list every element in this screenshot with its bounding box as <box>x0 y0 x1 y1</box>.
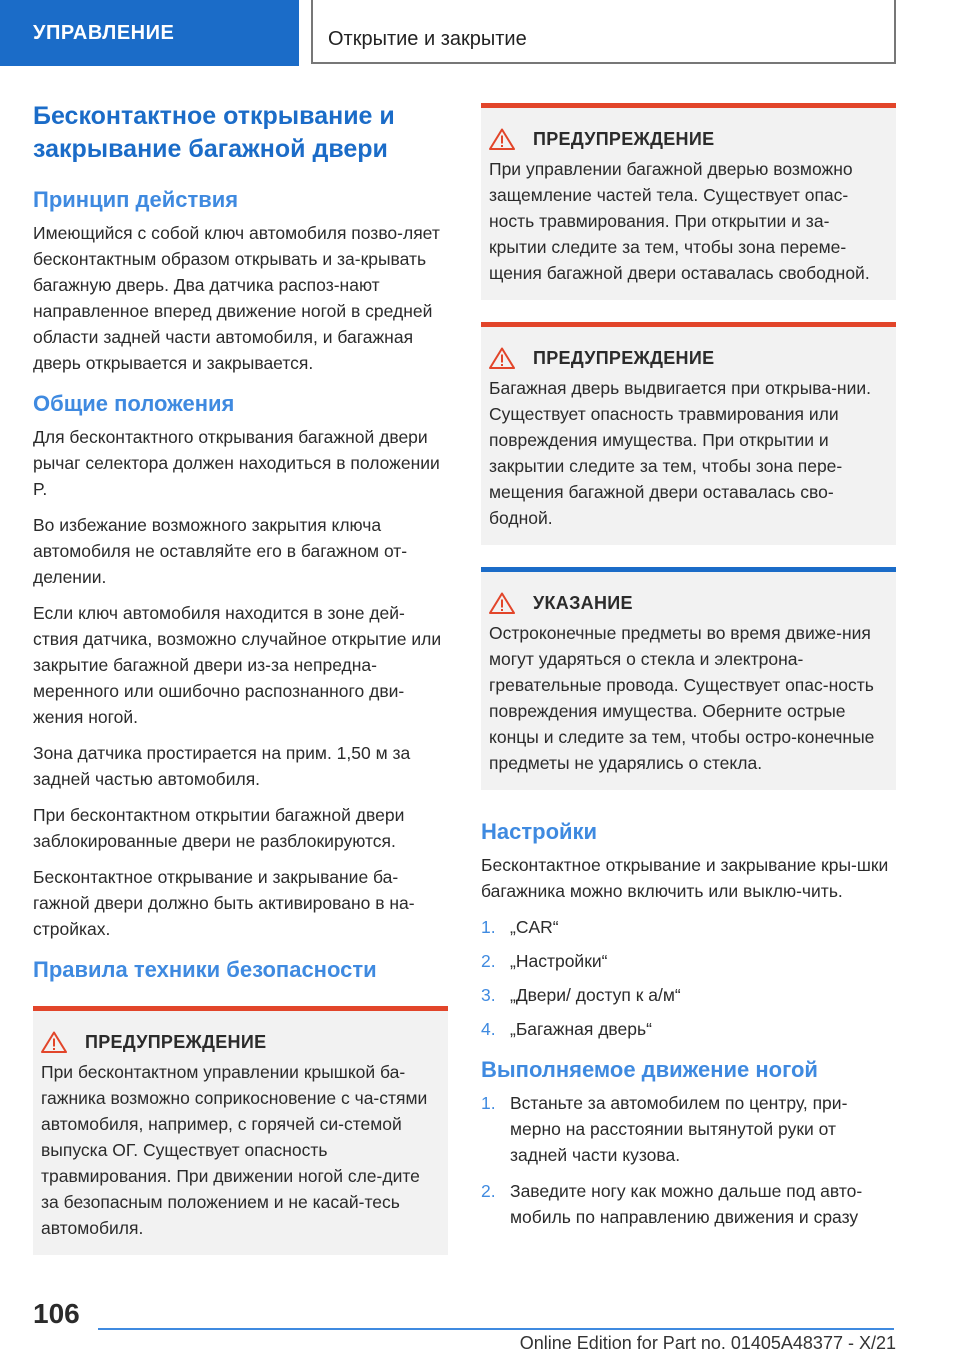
principle-text: Имеющийся с собой ключ автомобиля позво‐ляет бесконтактным образом открывать и за‐крывать багажную дверь. Два датчика распоз‐нают направленное вперед движение ногой в средней области задней части автомобиля, и багажная дверь открывается и закрывается. <box>33 223 440 373</box>
section-tab <box>0 0 299 66</box>
general-p1: Для бесконтактного открывания багажной двери рычаг селектора должен находиться в положении P. <box>33 427 440 499</box>
principle-section <box>33 186 448 376</box>
warning-text: При управлении багажной дверью возможно защемление частей тела. Существует опас‐ность травмирования. При открытии и за‐крытии следите за тем, чтобы зона переме‐щения багажной двери оставалась свободной. <box>489 159 870 283</box>
step-text: „Двери/ доступ к а/м“ <box>510 985 681 1005</box>
settings-section <box>481 818 896 1042</box>
footer-divider <box>98 1328 894 1330</box>
notice-triangle-icon <box>489 592 515 614</box>
footer-edition: Online Edition for Part no. 01405A48377 - X/21 <box>519 1333 896 1353</box>
settings-text: Бесконтактное открывание и закрывание кры‐шки багажника можно включить или выклю‐чить. <box>481 855 889 901</box>
list-item <box>481 948 896 974</box>
step-text: Встаньте за автомобилем по центру, при‐мерно на расстоянии вытянутой руки от задней части кузова. <box>510 1093 848 1165</box>
step-number: 1. <box>481 917 496 937</box>
safety-heading: Правила техники безопасности <box>33 957 377 982</box>
warning-label: ПРЕДУПРЕЖДЕНИЕ <box>533 347 715 368</box>
warning-box <box>481 103 896 300</box>
settings-heading: Настройки <box>481 819 598 844</box>
general-p3: Если ключ автомобиля находится в зоне дей‐ствия датчика, возможно случайное открытие или закрытие багажной двери из-за непредна‐меренного или ошибочно распознанного дви‐жения ногой. <box>33 603 442 727</box>
safety-section <box>33 956 448 1255</box>
step-number: 1. <box>481 1093 496 1113</box>
general-heading: Общие положения <box>33 391 235 416</box>
warning-label: ПРЕДУПРЕЖДЕНИЕ <box>533 128 715 149</box>
list-item <box>481 1178 896 1230</box>
warning-header <box>41 1031 438 1053</box>
warning-triangle-icon <box>489 347 515 369</box>
list-item <box>481 1090 896 1168</box>
list-item <box>481 982 896 1008</box>
step-text: „CAR“ <box>510 917 559 937</box>
step-number: 2. <box>481 951 496 971</box>
step-number: 3. <box>481 985 496 1005</box>
warning-header <box>489 347 886 369</box>
list-item <box>481 1016 896 1042</box>
warning-box <box>33 1006 448 1255</box>
list-item <box>481 914 896 940</box>
general-p5: При бесконтактном открытии багажной двери заблокированные двери не разблокируются. <box>33 805 405 851</box>
step-number: 4. <box>481 1019 496 1039</box>
step-text: „Настройки“ <box>510 951 608 971</box>
general-p4: Зона датчика простирается на прим. 1,50 м за задней частью автомобиля. <box>33 743 411 789</box>
movement-heading: Выполняемое движение ногой <box>481 1057 818 1082</box>
step-text: „Багажная дверь“ <box>510 1019 652 1039</box>
general-p6: Бесконтактное открывание и закрывание ба‐гажной двери должно быть активировано в на‐стройках. <box>33 867 415 939</box>
warning-box <box>481 322 896 545</box>
warning-triangle-icon <box>489 128 515 150</box>
principle-heading: Принцип действия <box>33 187 239 212</box>
right-column <box>481 103 896 1244</box>
notice-label: УКАЗАНИЕ <box>533 592 633 613</box>
step-text: Заведите ногу как можно дальше под авто‐мобиль по направлению движения и сразу <box>510 1181 863 1227</box>
warning-label: ПРЕДУПРЕЖДЕНИЕ <box>85 1031 267 1052</box>
warning-triangle-icon <box>41 1031 67 1053</box>
warning-text: При бесконтактном управлении крышкой ба‐гажника возможно соприкосновение с ча‐стями автомобиля, например, с горячей си‐стемой выпуска ОГ. Существует опасность травмирования. При движении ногой сле‐дите за безопасным положением и не касай‐тесь автомобиля. <box>41 1062 428 1238</box>
settings-steps <box>481 914 896 1042</box>
general-section <box>33 390 448 942</box>
warning-text: Багажная дверь выдвигается при открыва‐нии. Существует опасность травмирования или повреждения имущества. При открытии и закрытии следите за тем, чтобы зона пере‐мещения багажной двери оставалась сво‐бодной. <box>489 378 872 528</box>
notice-box <box>481 567 896 790</box>
step-number: 2. <box>481 1181 496 1201</box>
notice-header <box>489 592 886 614</box>
general-p2: Во избежание возможного закрытия ключа автомобиля не оставляйте его в багажном от‐делении. <box>33 515 408 587</box>
warning-header <box>489 128 886 150</box>
page-title: Бесконтактное открывание и закрывание багажной двери <box>33 102 395 163</box>
movement-steps <box>481 1090 896 1230</box>
left-column <box>33 100 448 1277</box>
section-label: УПРАВЛЕНИЕ <box>33 21 175 44</box>
movement-section <box>481 1056 896 1230</box>
chapter-title: Открытие и закрытие <box>328 28 527 50</box>
notice-text: Остроконечные предметы во время движе‐ния могут ударяться о стекла и электрона‐гревательные провода. Существует опас‐ность повреждения имущества. Оберните острые концы и следите за тем, чтобы остро‐конечные предметы не ударялись о стекла. <box>489 623 875 773</box>
page-number: 106 <box>33 1298 80 1329</box>
